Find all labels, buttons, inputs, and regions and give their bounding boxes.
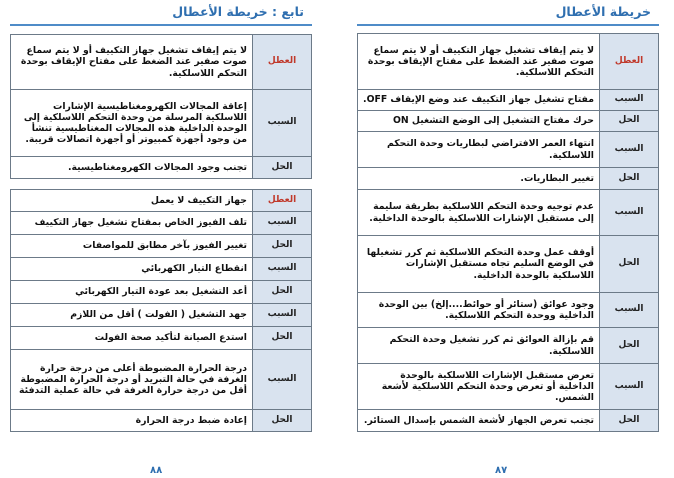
table-row [358,132,659,168]
row-text: تعرض مستقبل الإشارات اللاسلكية بالوحدة الداخلية أو تعرض وحدة التحكم اللاسلكية لأشعة الشمس. [358,364,600,410]
left-page-title: تابع : خريطة الأعطال [172,4,304,19]
row-label: الحل [600,168,659,190]
row-text: تغيير البطاريات. [358,168,600,190]
row-text: عدم توجيه وحدة التحكم اللاسلكية بطريقة سليمة إلى مستقبل الإشارات اللاسلكية بالوحدة الداخلية. [358,190,600,236]
row-label: العطل [253,190,312,212]
row-text: إعاقة المجالات الكهرومغناطيسية الإشارات اللاسلكية المرسلة من وحدة التحكم اللاسلكية إلى الوحدة الداخلية هذه المجالات المغناطيسية تنشأ من وجود أجهزة كمبيوتر أو أجهزة اتصالات قريبة. [11,90,253,157]
table-row [11,327,312,350]
row-text: حرك مفتاح التشغيل إلى الوضع التشغيل ON [358,111,600,132]
row-label: السبب [253,212,312,235]
row-label: السبب [253,304,312,327]
row-label: السبب [600,90,659,111]
row-label: السبب [253,90,312,157]
row-label: الحل [600,111,659,132]
row-text: أعد التشغيل بعد عودة التيار الكهربائي [11,281,253,304]
row-label: السبب [253,258,312,281]
row-text: مفتاح تشغيل جهاز التكييف عند وضع الإيقاف OFF. [358,90,600,111]
row-label: السبب [600,190,659,236]
row-text: جهد التشغيل ( الفولت ) أقل من اللازم [11,304,253,327]
table-row [11,281,312,304]
row-text: لا يتم إيقاف تشغيل جهاز التكييف أو لا يتم سماع صوت صفير عند الضغط على مفتاح الإيقاف بوحدة التحكم اللاسلكية. [358,34,600,90]
row-text: انقطاع التيار الكهربائي [11,258,253,281]
row-text: تجنب تعرض الجهاز لأشعة الشمس بإسدال الستائر. [358,410,600,432]
table-row [358,364,659,410]
table-row [11,35,312,90]
table-row [358,168,659,190]
table-row [11,190,312,212]
left-table-1 [10,34,312,179]
row-text: إعادة ضبط درجة الحرارة [11,410,253,432]
left-table-2 [10,189,312,432]
row-label: السبب [600,364,659,410]
table-row [11,304,312,327]
right-page-title: خريطة الأعطال [555,4,651,19]
row-label: السبب [600,293,659,328]
right-page-number: ٨٧ [495,465,508,476]
table-row [11,350,312,410]
row-text: انتهاء العمر الافتراضي لبطاريات وحدة التحكم اللاسلكية. [358,132,600,168]
right-title-rule [357,24,659,26]
row-text: لا يتم إيقاف تشغيل جهاز التكييف أو لا يتم سماع صوت صفير عند الضغط على مفتاح الإيقاف بوحدة التحكم اللاسلكية. [11,35,253,90]
row-label: العطل [600,34,659,90]
row-text: جهاز التكييف لا يعمل [11,190,253,212]
row-label: الحل [253,410,312,432]
table-row [11,212,312,235]
row-text: قم بإزالة العوائق ثم كرر تشغيل وحدة التحكم اللاسلكية. [358,328,600,364]
table-row [358,90,659,111]
row-text: وجود عوائق (ستائر أو حوائط....إلخ) بين الوحدة الداخلية ووحدة التحكم اللاسلكية. [358,293,600,328]
table-row [11,258,312,281]
table-row [358,236,659,293]
row-text: أوقف عمل وحدة التحكم اللاسلكية ثم كرر تشغيلها في الوضع السليم تجاه مستقبل الإشارات اللاسلكية بالوحدة الداخلية. [358,236,600,293]
row-label: السبب [253,350,312,410]
row-text: استدع الصيانة لتأكيد صحة الفولت [11,327,253,350]
row-label: الحل [253,281,312,304]
left-page [10,0,312,476]
row-label: الحل [600,236,659,293]
row-text: تغيير الفيوز بآخر مطابق للمواصفات [11,235,253,258]
right-page [357,0,659,476]
row-label: الحل [253,235,312,258]
row-text: تلف الفيوز الخاص بمفتاح تشغيل جهاز التكييف [11,212,253,235]
row-label: الحل [600,328,659,364]
table-row [358,293,659,328]
right-table [357,33,659,432]
row-text: درجة الحرارة المضبوطة أعلى من درجة حرارة الغرفة في حالة التبريد أو درجة الحرارة المضبوطة أقل من درجة حرارة الغرفة في حالة عملية التدفئة [11,350,253,410]
table-row [358,111,659,132]
table-row [358,190,659,236]
row-label: الحل [253,157,312,179]
table-row [358,410,659,432]
row-label: السبب [600,132,659,168]
left-page-number: ٨٨ [150,465,163,476]
row-label: الحل [253,327,312,350]
table-row [11,410,312,432]
table-row [11,90,312,157]
left-title-rule [10,24,312,26]
table-row [358,34,659,90]
row-label: الحل [600,410,659,432]
table-row [11,235,312,258]
row-text: تجنب وجود المجالات الكهرومغناطيسية. [11,157,253,179]
table-row [358,328,659,364]
table-row [11,157,312,179]
row-label: العطل [253,35,312,90]
